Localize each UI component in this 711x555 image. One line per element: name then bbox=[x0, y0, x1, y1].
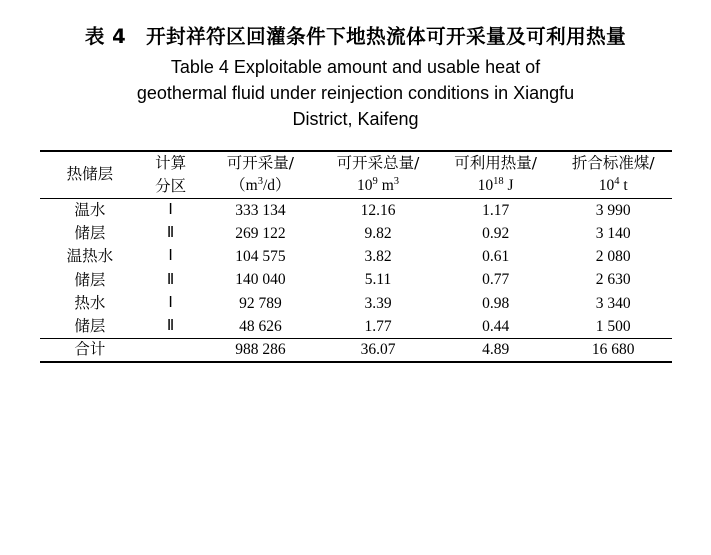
cell-total: 9.82 bbox=[364, 224, 392, 242]
cell-heat: 0.61 bbox=[482, 248, 510, 266]
header-zone-line2: 分区 bbox=[155, 177, 187, 196]
header-total-line1: 可开采总量/ bbox=[336, 153, 420, 172]
total-total: 36.07 bbox=[319, 339, 437, 362]
cell-zone: Ⅱ bbox=[166, 318, 175, 335]
table-header-row bbox=[40, 151, 672, 199]
total-coal: 16 680 bbox=[554, 339, 672, 362]
table-total-row bbox=[40, 339, 672, 362]
cell-total: 3.39 bbox=[364, 294, 392, 312]
cell-zone: Ⅱ bbox=[166, 225, 175, 242]
layer-line1: 温热水 bbox=[66, 247, 114, 266]
layer-line2: 储层 bbox=[74, 317, 106, 335]
header-cell-coal bbox=[554, 151, 672, 199]
caption-chinese: 表 4 开封祥符区回灌条件下地热流体可开采量及可利用热量 bbox=[84, 25, 627, 48]
cell-heat: 0.92 bbox=[482, 224, 510, 242]
table-row bbox=[40, 292, 672, 315]
cell-zone: Ⅰ bbox=[168, 294, 173, 311]
cell-zone: Ⅰ bbox=[168, 248, 173, 265]
layer-line2: 储层 bbox=[74, 270, 106, 289]
cell-total: 12.16 bbox=[319, 198, 437, 222]
header-zone-line1: 计算 bbox=[155, 153, 187, 172]
row-layer-warm-water bbox=[40, 198, 140, 245]
layer-line1: 温水 bbox=[74, 200, 106, 219]
header-cell-layer bbox=[40, 151, 140, 199]
cell-exploitable: 104 575 bbox=[235, 248, 286, 266]
total-exploitable: 988 286 bbox=[202, 339, 320, 362]
layer-line1: 热水 bbox=[74, 293, 106, 312]
cell-coal: 1 500 bbox=[595, 317, 631, 335]
row-layer-warm-hot-water bbox=[40, 245, 140, 292]
cell-heat: 1.17 bbox=[437, 198, 555, 222]
cell-heat: 0.77 bbox=[482, 271, 510, 289]
caption-english-line1: Table 4 Exploitable amount and usable heat of bbox=[170, 57, 541, 78]
header-total-unit: $10^9$ $m^3$ bbox=[357, 175, 400, 195]
header-cell-total bbox=[319, 151, 437, 199]
cell-heat: 0.44 bbox=[482, 317, 510, 335]
cell-heat: 0.98 bbox=[482, 294, 510, 312]
table-bottom-rule bbox=[40, 362, 672, 366]
cell-exploitable: 333 134 bbox=[202, 198, 320, 222]
table-row bbox=[40, 198, 672, 222]
total-label: 合计 bbox=[40, 339, 140, 362]
cell-zone: Ⅰ bbox=[140, 198, 202, 222]
row-layer-hot-water bbox=[40, 292, 140, 339]
cell-exploitable: 269 122 bbox=[235, 224, 286, 242]
header-cell-heat bbox=[437, 151, 555, 199]
header-heat-unit: $10^{18}$ J bbox=[477, 175, 514, 195]
cell-exploitable: 48 626 bbox=[239, 317, 282, 335]
total-zone bbox=[140, 339, 202, 362]
caption-english-line2: geothermal fluid under reinjection conditions in Xiangfu bbox=[136, 83, 575, 104]
total-heat: 4.89 bbox=[437, 339, 555, 362]
cell-coal: 2 630 bbox=[595, 271, 631, 289]
cell-coal: 3 340 bbox=[595, 294, 631, 312]
layer-line2: 储层 bbox=[74, 224, 106, 242]
cell-total: 5.11 bbox=[364, 271, 392, 289]
header-exploitable-unit: $(m^3/d)$ bbox=[230, 175, 291, 195]
cell-coal: 2 080 bbox=[595, 248, 631, 266]
table-row bbox=[40, 245, 672, 268]
header-coal-line1: 折合标准煤/ bbox=[571, 153, 655, 172]
table-caption bbox=[40, 22, 671, 133]
cell-coal: 3 140 bbox=[595, 224, 631, 242]
header-layer-label: 热储层 bbox=[66, 164, 114, 183]
cell-total: 1.77 bbox=[364, 317, 392, 335]
header-cell-exploitable bbox=[202, 151, 320, 199]
cell-zone: Ⅱ bbox=[166, 271, 175, 288]
cell-exploitable: 92 789 bbox=[239, 294, 282, 312]
caption-english bbox=[40, 54, 671, 132]
cell-coal: 3 990 bbox=[554, 198, 672, 222]
geothermal-table bbox=[40, 150, 672, 366]
header-heat-line1: 可利用热量/ bbox=[454, 153, 537, 172]
header-coal-unit: $10^4$ t bbox=[598, 175, 628, 195]
cell-total: 3.82 bbox=[364, 248, 392, 266]
header-exploitable-line1: 可开采量/ bbox=[226, 153, 294, 172]
header-cell-zone bbox=[140, 151, 202, 199]
cell-exploitable: 140 040 bbox=[235, 271, 286, 289]
caption-english-line3: District, Kaifeng bbox=[292, 109, 419, 130]
